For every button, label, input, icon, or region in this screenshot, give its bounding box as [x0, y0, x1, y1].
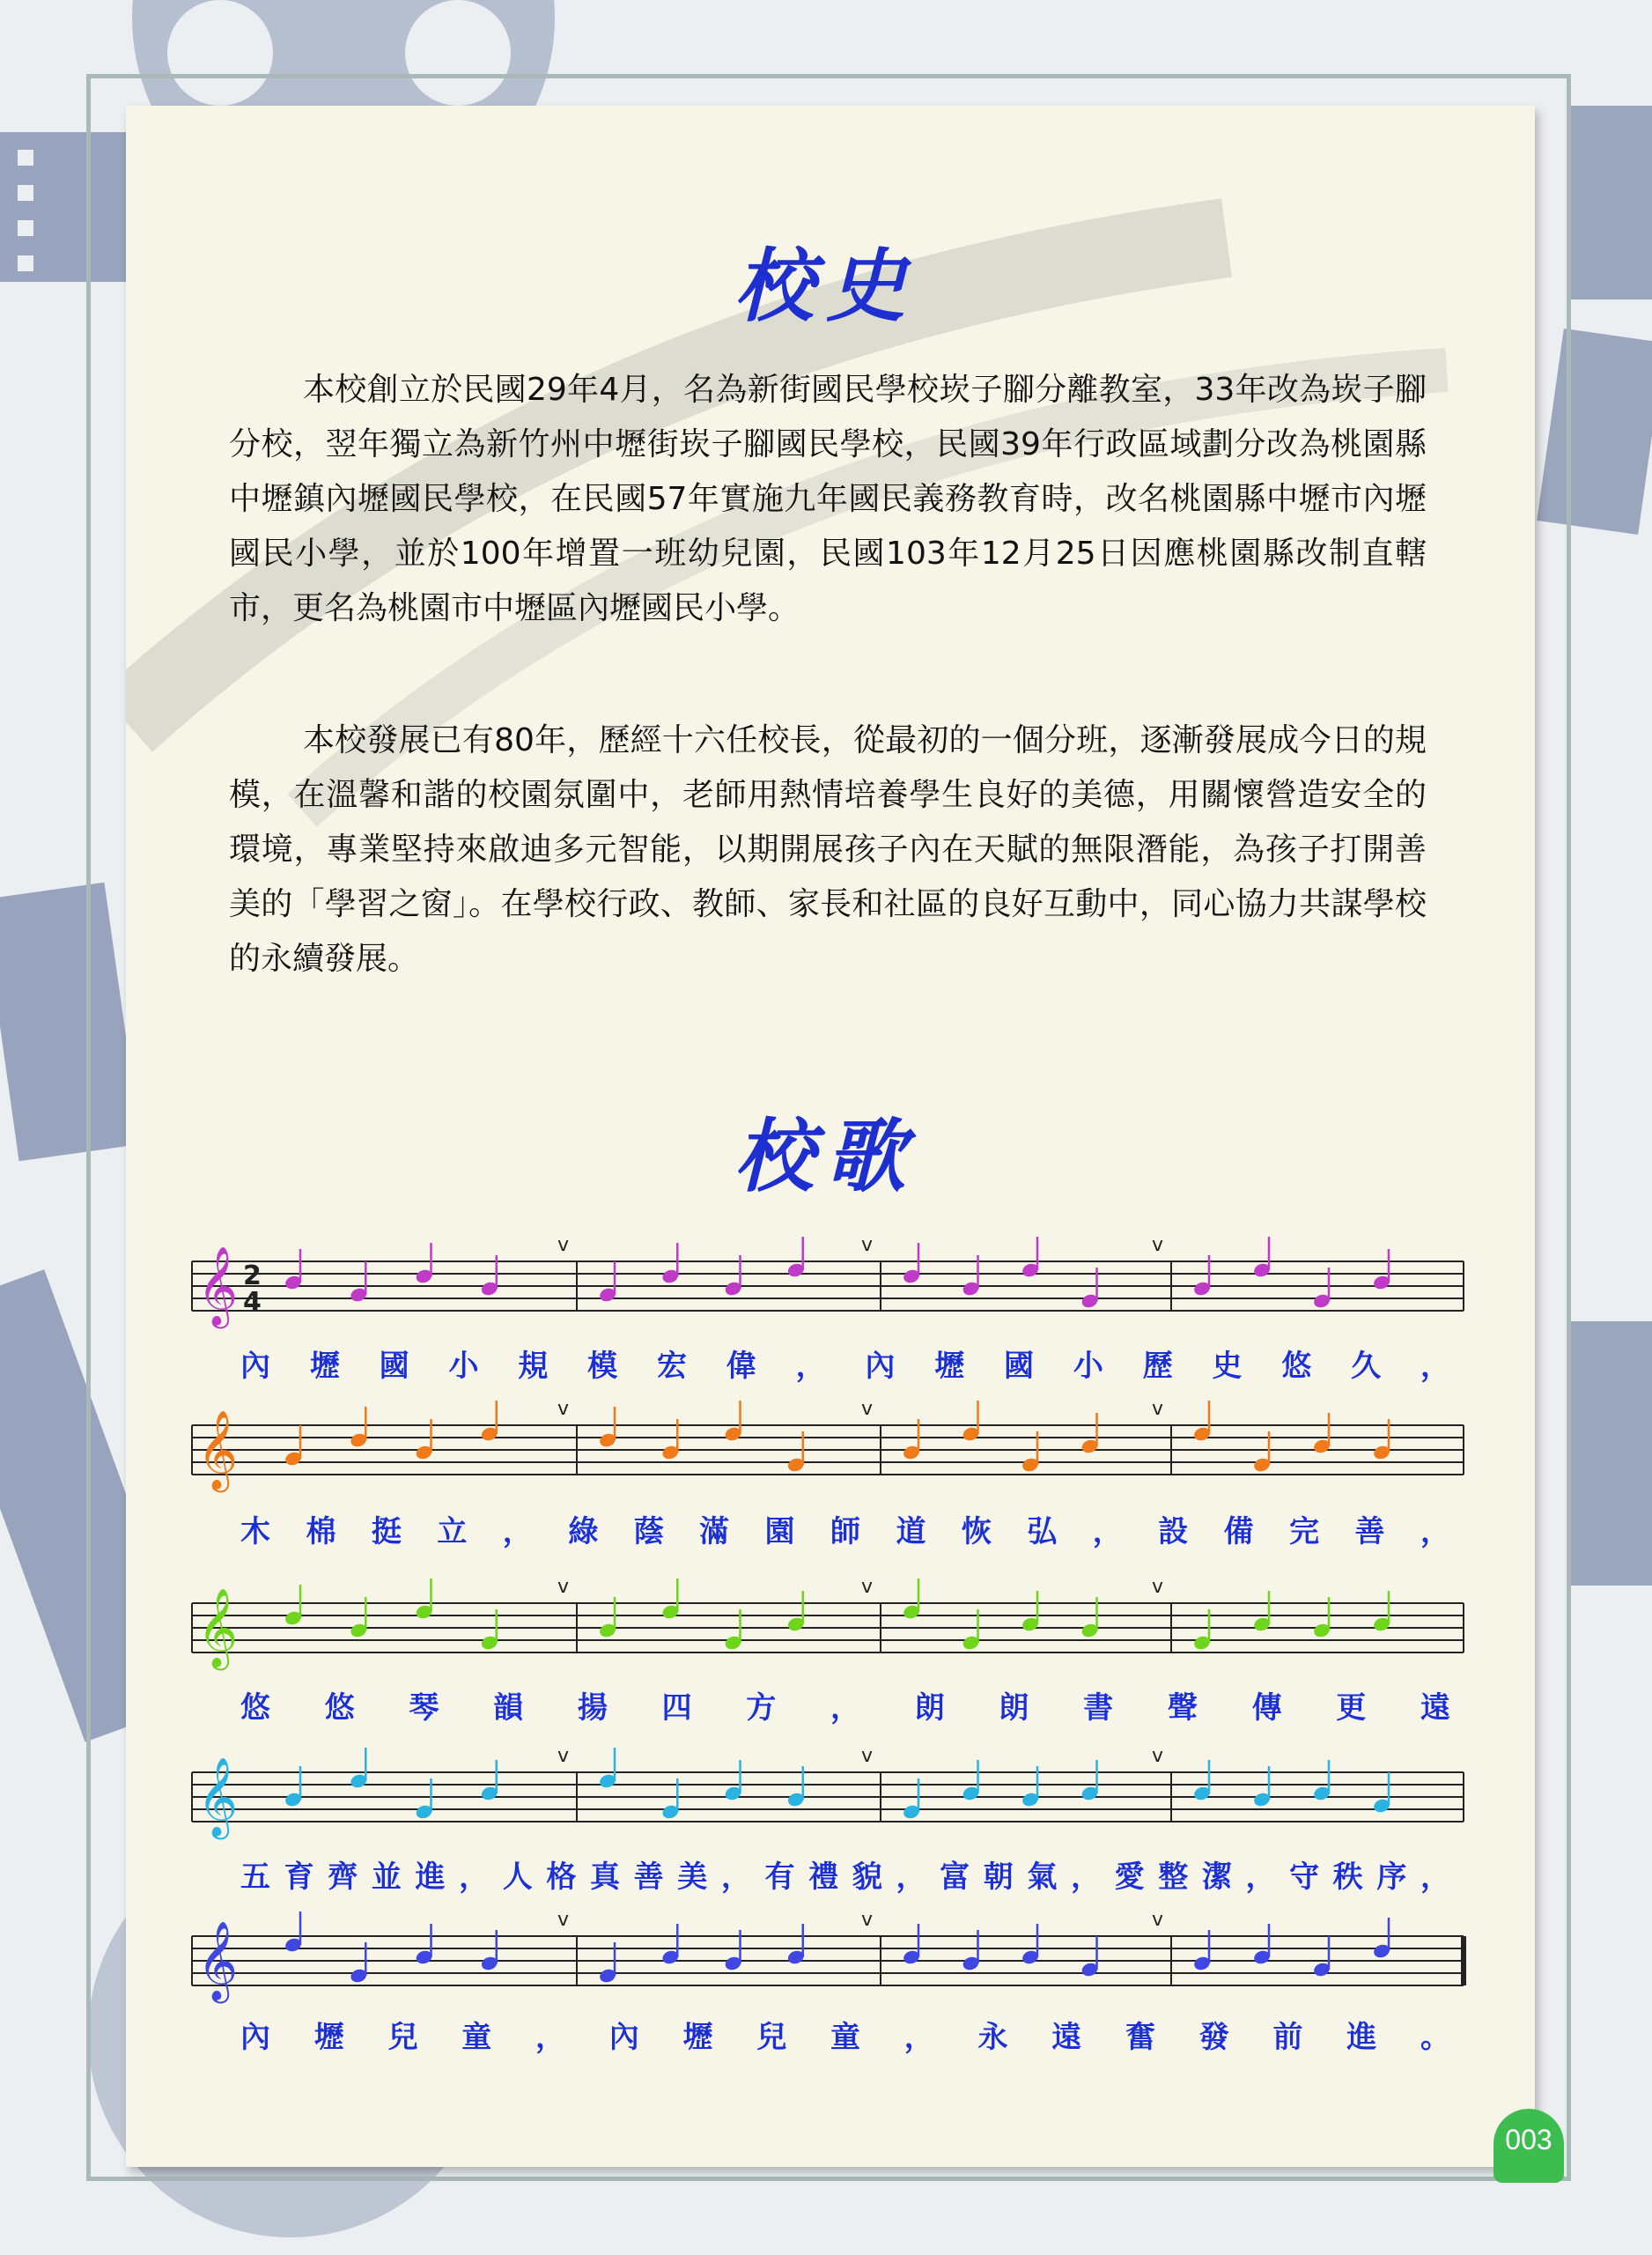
lyric-char: ，: [795, 1349, 826, 1384]
lyric-char: 恢: [961, 1514, 992, 1549]
lyric-char: 兒: [387, 2020, 418, 2055]
lyric-char: ，: [830, 1690, 860, 1726]
lyric-char: 滿: [699, 1514, 730, 1549]
lyric-char: 師: [830, 1514, 860, 1549]
history-paragraph-1: 本校創立於民國29年4月，名為新街國民學校崁子腳分離教室，33年改為崁子腳分校，翌年獨立為新竹州中壢街崁子腳國民學校，民國39年行政區域劃分改為桃園縣中壢鎮內壢國民學校，在民國57年實施九年國民義務教育時，改名桃園縣中壢市內壢國民小學，並於100年增置一班幼兒園，民國103年12月25日因應桃園縣改制直轄市，更名為桃園市中壢區內壢國民小學。: [229, 372, 1427, 626]
lyric-char: 序: [1376, 1859, 1407, 1895]
breath-mark: v: [861, 1234, 874, 1256]
lyric-char: 真: [590, 1859, 621, 1895]
lyric-char: 秩: [1332, 1859, 1363, 1895]
lyric-char: 久: [1351, 1349, 1382, 1384]
lyric-char: 琴: [409, 1690, 439, 1726]
lyric-char: 挺: [371, 1514, 402, 1549]
lyric-char: 四: [661, 1690, 692, 1726]
lyric-char: 韻: [493, 1690, 524, 1726]
lyric-char: 美: [677, 1859, 708, 1895]
lyric-char: 蔭: [633, 1514, 664, 1549]
lyric-char: 朗: [999, 1690, 1029, 1726]
lyric-char: 遠: [1420, 1690, 1450, 1726]
lyric-char: 歷: [1142, 1349, 1173, 1384]
lyric-char: 傳: [1251, 1690, 1282, 1726]
lyric-char: 遠: [1051, 2020, 1082, 2055]
lyric-char: 偉: [726, 1349, 756, 1384]
lyric-char: 壢: [682, 2020, 713, 2055]
treble-clef: 𝄞: [197, 1410, 239, 1490]
lyric-char: 格: [546, 1859, 577, 1895]
lyric-char: 進: [415, 1859, 446, 1895]
treble-clef: 𝄞: [197, 1757, 239, 1837]
lyric-char: 五: [240, 1859, 270, 1895]
lyric-char: 國: [1004, 1349, 1035, 1384]
lyric-char: 並: [371, 1859, 402, 1895]
breath-mark: v: [557, 1576, 570, 1598]
lyric-char: 永: [977, 2020, 1008, 2055]
lyric-char: 人: [502, 1859, 533, 1895]
lyric-char: 規: [518, 1349, 549, 1384]
lyric-char: 內: [608, 2020, 639, 2055]
page-number-badge: 003: [1493, 2109, 1564, 2183]
lyric-char: 兒: [756, 2020, 787, 2055]
lyric-char: 朝: [983, 1859, 1014, 1895]
lyric-char: 完: [1289, 1514, 1320, 1549]
lyric-char: ，: [1092, 1514, 1123, 1549]
breath-mark: v: [557, 1745, 570, 1767]
lyric-char: 禮: [808, 1859, 839, 1895]
lyric-char: 善: [1354, 1514, 1385, 1549]
lyric-char: 備: [1223, 1514, 1254, 1549]
breath-mark: v: [1152, 1576, 1164, 1598]
lyric-char: 設: [1158, 1514, 1189, 1549]
breath-mark: v: [557, 1909, 570, 1931]
lyric-char: 富: [940, 1859, 970, 1895]
lyric-char: 善: [633, 1859, 664, 1895]
lyric-char: 國: [379, 1349, 409, 1384]
lyric-char: 壢: [309, 1349, 340, 1384]
lyric-char: ，: [903, 2020, 934, 2055]
lyric-char: 壢: [313, 2020, 344, 2055]
lyric-char: 發: [1198, 2020, 1229, 2055]
lyric-char: ，: [535, 2020, 565, 2055]
lyric-char: ，: [1420, 1349, 1450, 1384]
lyric-char: 愛: [1114, 1859, 1145, 1895]
lyric-char: ，: [1420, 1859, 1450, 1895]
lyric-char: 木: [240, 1514, 270, 1549]
breath-mark: v: [1152, 1398, 1164, 1420]
treble-clef: 𝄞: [197, 1921, 239, 2000]
lyric-char: 悠: [1281, 1349, 1312, 1384]
lyric-char: 綠: [568, 1514, 599, 1549]
lyric-char: 貌: [852, 1859, 882, 1895]
lyric-char: 內: [865, 1349, 896, 1384]
lyric-char: 有: [764, 1859, 795, 1895]
lyric-char: 童: [461, 2020, 492, 2055]
history-title: 校史: [734, 240, 918, 333]
lyric-char: 童: [830, 2020, 860, 2055]
breath-mark: v: [861, 1909, 874, 1931]
time-signature-top: 2: [243, 1261, 262, 1291]
lyric-char: 書: [1083, 1690, 1114, 1726]
breath-mark: v: [1152, 1909, 1164, 1931]
lyric-char: 史: [1212, 1349, 1243, 1384]
lyric-char: 小: [448, 1349, 479, 1384]
breath-mark: v: [861, 1745, 874, 1767]
lyric-char: 壢: [934, 1349, 965, 1384]
treble-clef: 𝄞: [197, 1588, 239, 1667]
lyric-char: 悠: [240, 1690, 270, 1726]
breath-mark: v: [557, 1234, 570, 1256]
lyric-char: 模: [587, 1349, 618, 1384]
lyric-char: 悠: [324, 1690, 355, 1726]
breath-mark: v: [861, 1398, 874, 1420]
history-paragraph-2: 本校發展已有80年，歷經十六任校長，從最初的一個分班，逐漸發展成今日的規模，在溫馨和諧的校園氛圍中，老師用熱情培養學生良好的美德，用關懷營造安全的環境，專業堅持來啟迪多元智能，以期開展孩子內在天賦的無限潛能，為孩子打開善美的「學習之窗」。在學校行政、教師、家長和社區的良好互動中，同心協力共謀學校的永續發展。: [229, 722, 1427, 977]
lyric-char: ，: [720, 1859, 751, 1895]
lyric-char: 。: [1420, 2020, 1450, 2055]
lyric-char: ，: [1420, 1514, 1450, 1549]
lyric-char: 道: [896, 1514, 926, 1549]
breath-mark: v: [557, 1398, 570, 1420]
lyric-char: 育: [284, 1859, 314, 1895]
lyric-char: 氣: [1027, 1859, 1058, 1895]
lyric-char: 進: [1346, 2020, 1377, 2055]
lyric-char: 園: [764, 1514, 795, 1549]
time-signature-bottom: 4: [243, 1287, 262, 1318]
lyric-char: 立: [437, 1514, 468, 1549]
lyric-char: 潔: [1201, 1859, 1232, 1895]
lyric-char: ，: [459, 1859, 490, 1895]
breath-mark: v: [1152, 1234, 1164, 1256]
lyric-char: ，: [896, 1859, 926, 1895]
lyric-char: 前: [1272, 2020, 1303, 2055]
lyric-char: 聲: [1167, 1690, 1198, 1726]
lyric-char: ，: [1245, 1859, 1276, 1895]
lyric-char: 奮: [1125, 2020, 1155, 2055]
treble-clef: 𝄞: [197, 1246, 239, 1326]
song-title: 校歌: [734, 1110, 918, 1203]
lyric-char: 整: [1158, 1859, 1189, 1895]
lyric-char: 揚: [577, 1690, 608, 1726]
lyric-char: ，: [1070, 1859, 1101, 1895]
lyric-char: 小: [1073, 1349, 1103, 1384]
lyric-char: 守: [1289, 1859, 1320, 1895]
lyric-char: 方: [746, 1690, 777, 1726]
lyric-char: 朗: [914, 1690, 945, 1726]
lyric-char: 更: [1336, 1690, 1367, 1726]
lyric-char: ，: [502, 1514, 533, 1549]
lyric-char: 內: [240, 1349, 270, 1384]
lyric-char: 棉: [306, 1514, 336, 1549]
lyric-char: 弘: [1027, 1514, 1058, 1549]
lyric-char: 宏: [656, 1349, 687, 1384]
lyric-char: 內: [240, 2020, 270, 2055]
lyric-char: 齊: [328, 1859, 358, 1895]
breath-mark: v: [1152, 1745, 1164, 1767]
breath-mark: v: [861, 1576, 874, 1598]
